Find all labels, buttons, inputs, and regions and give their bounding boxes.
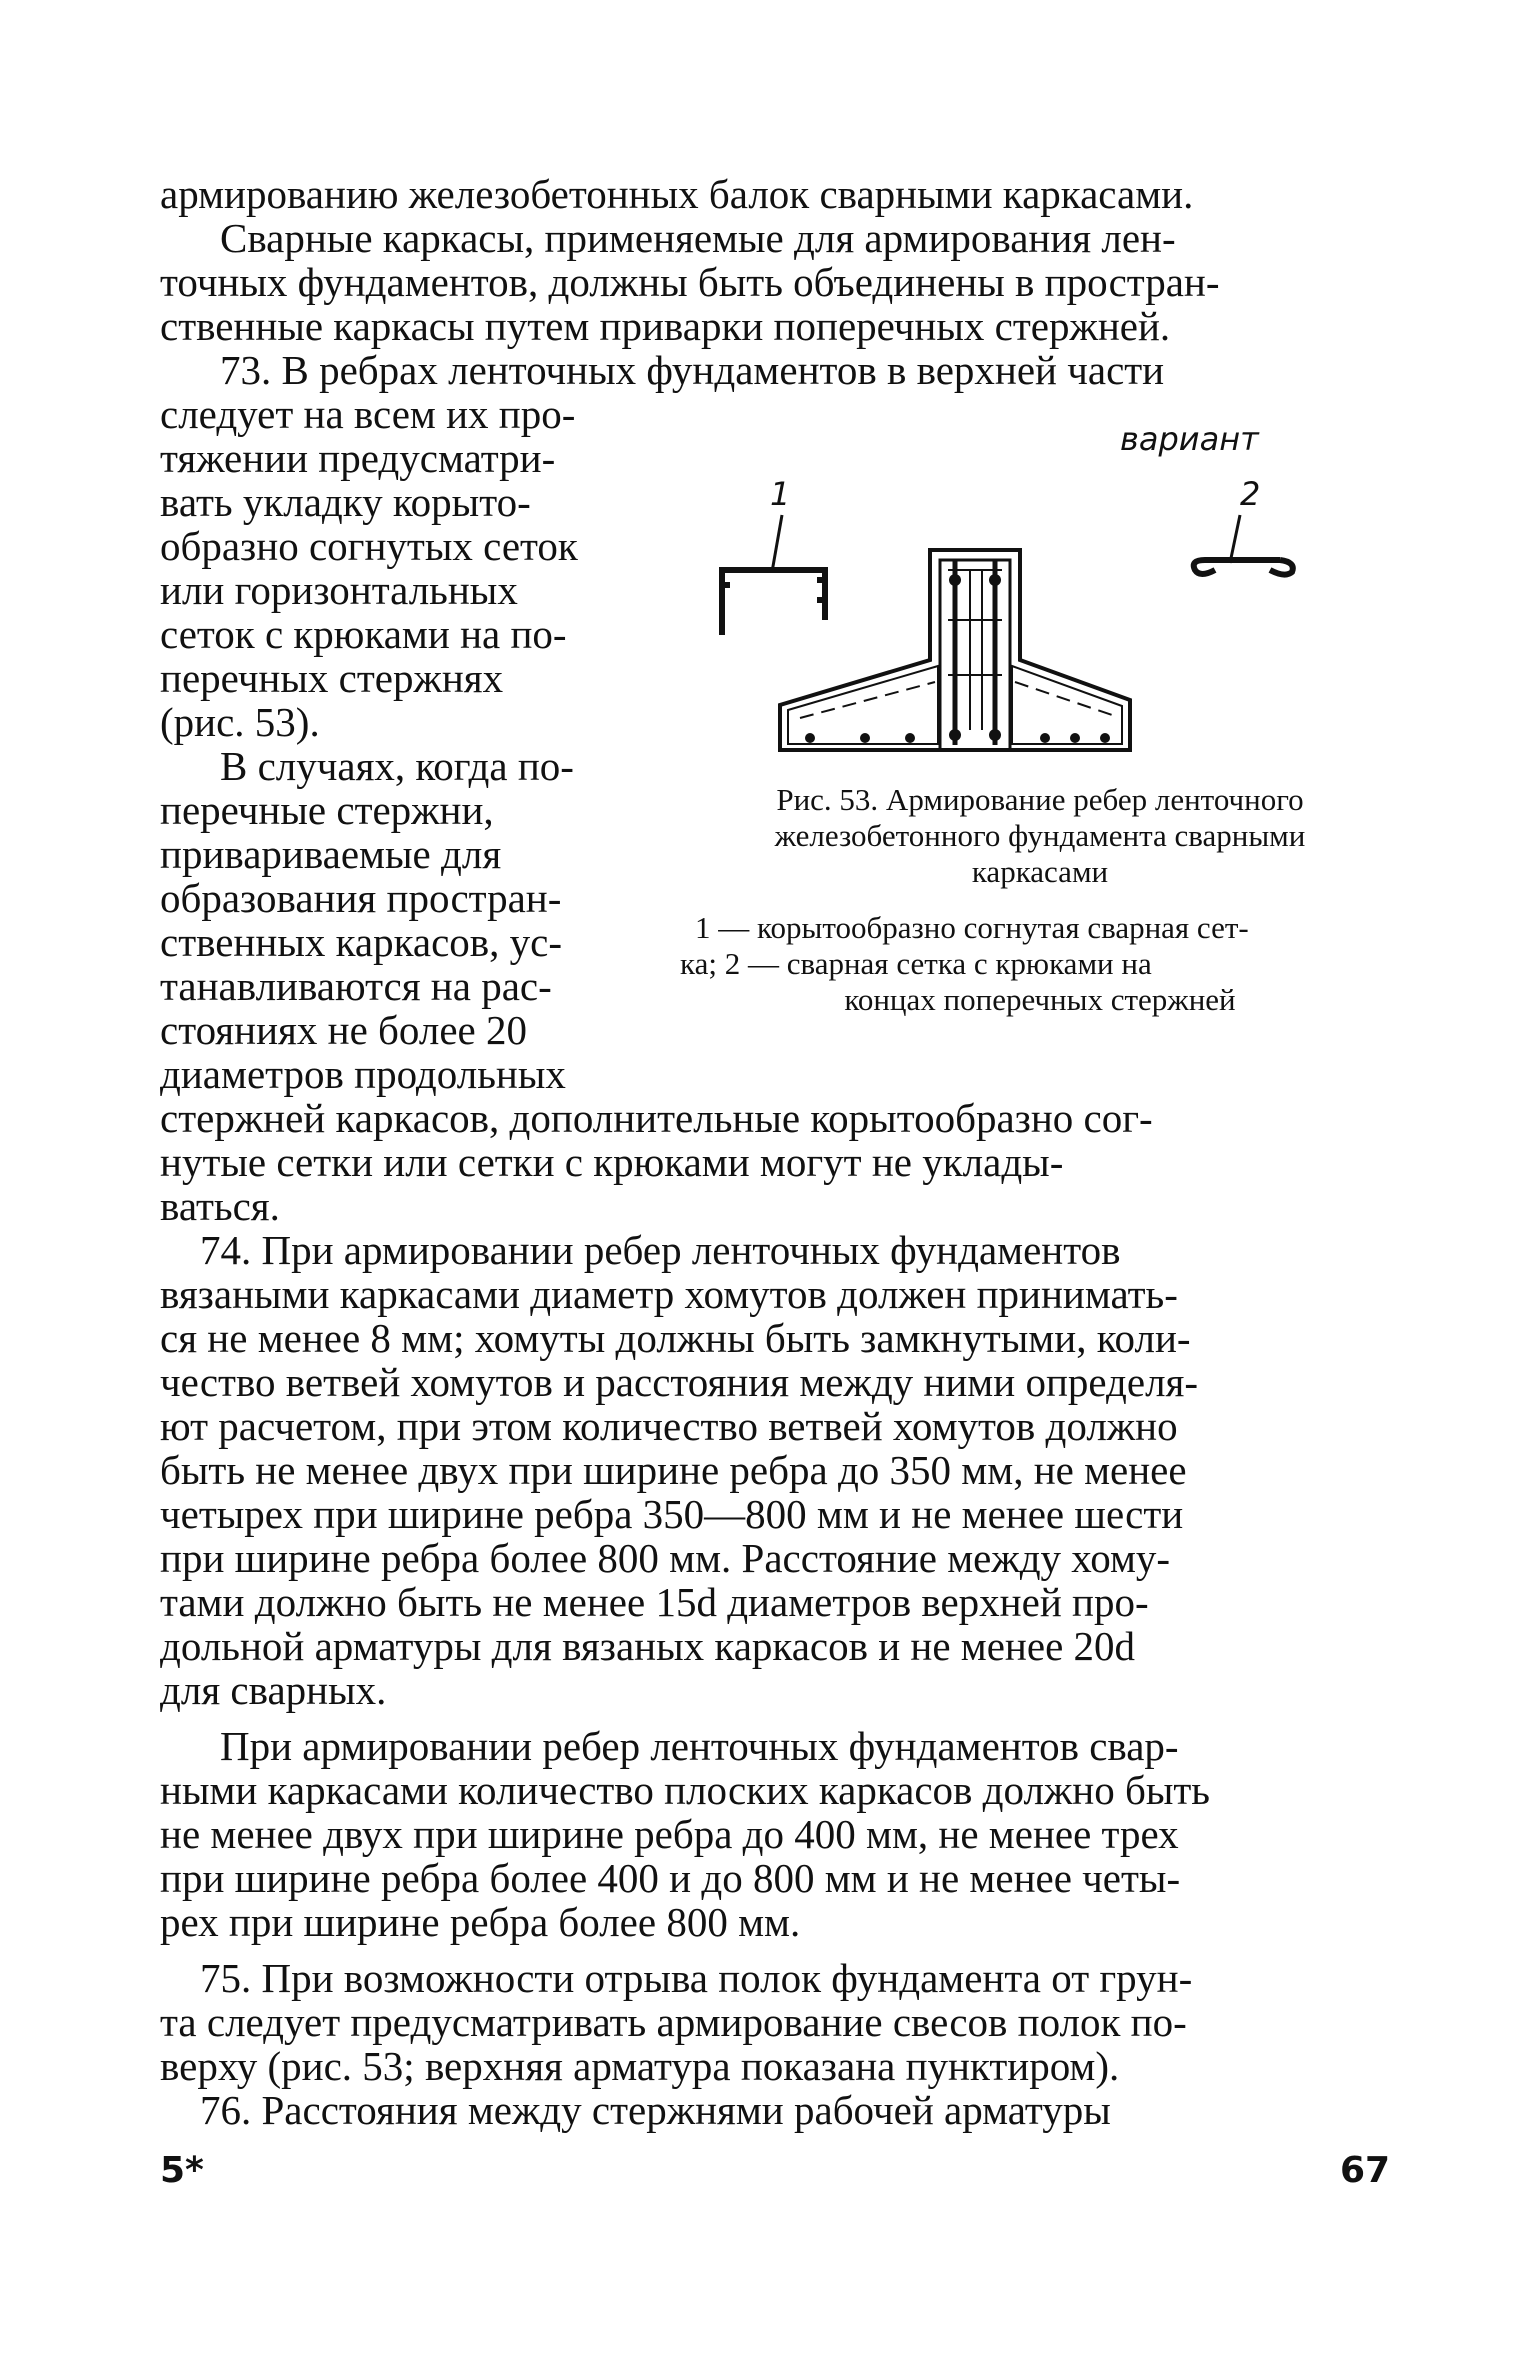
- text-line-bottom-22: 76. Расстояния между стержнями рабочей арматуры: [200, 2087, 1111, 2133]
- text-line-bottom-8: быть не менее двух при ширине ребра до 350 мм, не менее: [160, 1447, 1187, 1493]
- trough-mesh-icon: [722, 515, 825, 635]
- page-number: 67: [1340, 2150, 1391, 2191]
- text-line-bottom-2: ваться.: [160, 1183, 280, 1229]
- text-line-left-13: танавливаются на рас-: [160, 963, 552, 1009]
- text-line-bottom-1: нутые сетки или сетки с крюками могут не уклады-: [160, 1139, 1064, 1185]
- text-line-left-11: образования простран-: [160, 875, 562, 921]
- figure-legend-line-2: концах поперечных стержней: [844, 982, 1236, 1017]
- text-line-left-6: перечных стержнях: [160, 655, 504, 701]
- text-line-left-1: тяжении предусматри-: [160, 435, 556, 481]
- text-line-top-1: Сварные каркасы, применяемые для армирования лен-: [220, 215, 1176, 261]
- text-line-left-8: В случаях, когда по-: [220, 743, 574, 789]
- figure-53: [700, 420, 1400, 760]
- text-line-top-4: 73. В ребрах ленточных фундаментов в верхней части: [220, 347, 1165, 393]
- text-line-bottom-6: чество ветвей хомутов и расстояния между ними определя-: [160, 1359, 1199, 1405]
- text-line-bottom-0: стержней каркасов, дополнительные корытообразно сог-: [160, 1095, 1153, 1141]
- figure-caption-line-1: железобетонного фундамента сварными: [774, 818, 1306, 853]
- figure-caption-line-2: каркасами: [971, 854, 1109, 889]
- figure-label-2: 2: [1240, 475, 1261, 513]
- text-line-bottom-11: тами должно быть не менее 15d диаметров верхней про-: [160, 1579, 1149, 1625]
- text-line-left-9: перечные стержни,: [160, 787, 494, 833]
- text-line-bottom-14: При армировании ребер ленточных фундаментов свар-: [220, 1723, 1179, 1769]
- text-line-left-2: вать укладку корыто-: [160, 479, 531, 525]
- text-line-bottom-4: вязаными каркасами диаметр хомутов должен принимать-: [160, 1271, 1178, 1317]
- text-line-bottom-3: 74. При армировании ребер ленточных фундаментов: [200, 1227, 1121, 1273]
- text-line-left-12: ственных каркасов, ус-: [160, 919, 563, 965]
- text-line-bottom-16: не менее двух при ширине ребра до 400 мм, не менее трех: [160, 1811, 1179, 1857]
- text-line-top-3: ственные каркасы путем приварки поперечных стержней.: [160, 303, 1171, 349]
- text-line-bottom-17: при ширине ребра более 400 и до 800 мм и не менее четы-: [160, 1855, 1181, 1901]
- text-line-bottom-18: рех при ширине ребра более 800 мм.: [160, 1899, 801, 1945]
- foundation-reinforcement-drawing: [700, 420, 1400, 760]
- text-line-left-7: (рис. 53).: [160, 699, 320, 745]
- text-line-left-0: следует на всем их про-: [160, 391, 576, 437]
- text-line-bottom-21: верху (рис. 53; верхняя арматура показана пунктиром).: [160, 2043, 1120, 2089]
- text-line-bottom-19: 75. При возможности отрыва полок фундамента от грун-: [200, 1955, 1193, 2001]
- text-line-left-15: диаметров продольных: [160, 1051, 566, 1097]
- text-line-left-4: или горизонтальных: [160, 567, 518, 613]
- text-line-bottom-10: при ширине ребра более 800 мм. Расстояние между хому-: [160, 1535, 1171, 1581]
- text-line-bottom-7: ют расчетом, при этом количество ветвей хомутов должно: [160, 1403, 1178, 1449]
- text-line-top-0: армированию железобетонных балок сварными каркасами.: [160, 171, 1194, 217]
- text-line-bottom-15: ными каркасами количество плоских каркасов должно быть: [160, 1767, 1210, 1813]
- text-line-bottom-20: та следует предусматривать армирование свесов полок по-: [160, 1999, 1187, 2045]
- text-line-left-5: сеток с крюками на по-: [160, 611, 567, 657]
- text-line-left-10: привариваемые для: [160, 831, 502, 877]
- hooked-mesh-icon: [1194, 515, 1293, 575]
- text-line-bottom-5: ся не менее 8 мм; хомуты должны быть замкнутыми, коли-: [160, 1315, 1191, 1361]
- variant-label: вариант: [1120, 420, 1259, 458]
- text-line-top-2: точных фундаментов, должны быть объединены в простран-: [160, 259, 1220, 305]
- figure-legend-line-0: 1 — корытообразно согнутая сварная сет-: [695, 910, 1249, 945]
- text-line-left-3: образно согнутых сеток: [160, 523, 578, 569]
- text-line-bottom-13: для сварных.: [160, 1667, 387, 1713]
- text-line-bottom-12: дольной арматуры для вязаных каркасов и не менее 20d: [160, 1623, 1136, 1669]
- figure-label-1: 1: [770, 475, 791, 513]
- figure-caption-line-0: Рис. 53. Армирование ребер ленточного: [776, 782, 1304, 817]
- text-line-bottom-9: четырех при ширине ребра 350—800 мм и не менее шести: [160, 1491, 1184, 1537]
- figure-legend-line-1: ка; 2 — сварная сетка с крюками на: [680, 946, 1152, 981]
- text-line-left-14: стояниях не более 20: [160, 1007, 527, 1053]
- signature-mark: 5*: [160, 2150, 204, 2191]
